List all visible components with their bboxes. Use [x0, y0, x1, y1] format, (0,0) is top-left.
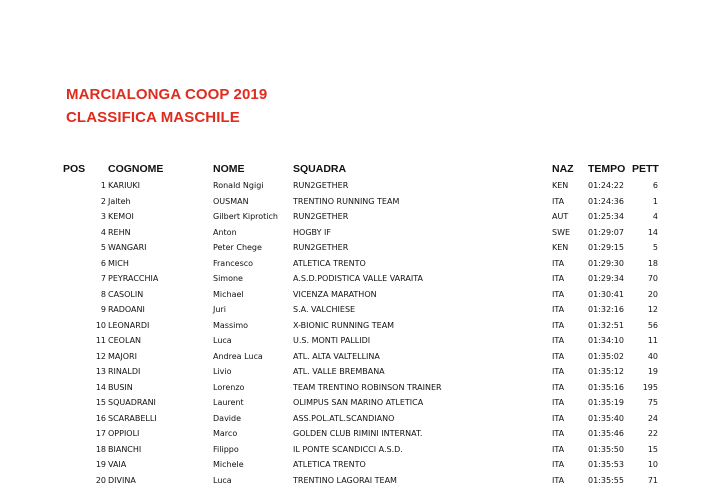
cell-tempo: 01:35:50: [588, 445, 624, 454]
cell-cognome: OPPIOLI: [108, 429, 139, 438]
cell-cognome: RADOANI: [108, 305, 145, 314]
cell-naz: ITA: [552, 274, 564, 283]
cell-squadra: IL PONTE SCANDICCI A.S.D.: [293, 445, 403, 454]
cell-naz: ITA: [552, 367, 564, 376]
cell-pett: 11: [648, 336, 658, 345]
cell-cognome: BIANCHI: [108, 445, 141, 454]
header-nome: NOME: [213, 163, 245, 175]
cell-squadra: RUN2GETHER: [293, 212, 348, 221]
cell-pos: 1: [101, 181, 106, 190]
cell-naz: ITA: [552, 336, 564, 345]
cell-pos: 6: [101, 259, 106, 268]
table-row: [0, 334, 724, 350]
title-ranking: CLASSIFICA MASCHILE: [66, 109, 240, 126]
cell-nome: Davide: [213, 414, 241, 423]
cell-tempo: 01:35:02: [588, 352, 624, 361]
cell-cognome: RINALDI: [108, 367, 140, 376]
cell-naz: ITA: [552, 460, 564, 469]
cell-tempo: 01:35:16: [588, 383, 624, 392]
cell-tempo: 01:35:40: [588, 414, 624, 423]
cell-squadra: RUN2GETHER: [293, 243, 348, 252]
cell-nome: Luca: [213, 476, 232, 485]
cell-pett: 40: [648, 352, 658, 361]
cell-cognome: MICH: [108, 259, 129, 268]
cell-tempo: 01:35:19: [588, 398, 624, 407]
cell-pett: 71: [648, 476, 658, 485]
cell-pett: 6: [653, 181, 658, 190]
cell-tempo: 01:29:07: [588, 228, 624, 237]
cell-squadra: HOGBY IF: [293, 228, 331, 237]
cell-pett: 10: [648, 460, 658, 469]
cell-squadra: ATL. VALLE BREMBANA: [293, 367, 385, 376]
header-cognome: COGNOME: [108, 163, 163, 175]
cell-pos: 11: [96, 336, 106, 345]
cell-pos: 14: [96, 383, 106, 392]
cell-tempo: 01:29:15: [588, 243, 624, 252]
cell-tempo: 01:32:16: [588, 305, 624, 314]
table-row: [0, 319, 724, 335]
cell-pett: 18: [648, 259, 658, 268]
cell-squadra: TRENTINO LAGORAI TEAM: [293, 476, 397, 485]
cell-nome: Andrea Luca: [213, 352, 263, 361]
cell-nome: Gilbert Kiprotich: [213, 212, 278, 221]
cell-pett: 15: [648, 445, 658, 454]
cell-cognome: MAJORI: [108, 352, 137, 361]
cell-squadra: X-BIONIC RUNNING TEAM: [293, 321, 394, 330]
title-event: MARCIALONGA COOP 2019: [66, 86, 267, 103]
table-row: [0, 288, 724, 304]
cell-cognome: CASOLIN: [108, 290, 143, 299]
cell-pos: 15: [96, 398, 106, 407]
cell-squadra: U.S. MONTI PALLIDI: [293, 336, 370, 345]
cell-cognome: DIVINA: [108, 476, 136, 485]
cell-naz: SWE: [552, 228, 570, 237]
table-row: [0, 272, 724, 288]
cell-cognome: REHN: [108, 228, 131, 237]
cell-tempo: 01:30:41: [588, 290, 624, 299]
table-row: [0, 458, 724, 474]
cell-pos: 4: [101, 228, 106, 237]
cell-cognome: BUSIN: [108, 383, 133, 392]
cell-nome: Marco: [213, 429, 237, 438]
cell-cognome: KEMOI: [108, 212, 134, 221]
cell-tempo: 01:24:22: [588, 181, 624, 190]
cell-pett: 4: [653, 212, 658, 221]
cell-cognome: WANGARI: [108, 243, 147, 252]
cell-squadra: OLIMPUS SAN MARINO ATLETICA: [293, 398, 423, 407]
table-row: [0, 350, 724, 366]
cell-pos: 17: [96, 429, 106, 438]
cell-naz: ITA: [552, 445, 564, 454]
table-row: [0, 257, 724, 273]
cell-cognome: SQUADRANI: [108, 398, 156, 407]
header-pett: PETT: [632, 163, 659, 175]
cell-tempo: 01:35:12: [588, 367, 624, 376]
cell-squadra: ATLETICA TRENTO: [293, 259, 366, 268]
cell-pett: 5: [653, 243, 658, 252]
cell-tempo: 01:24:36: [588, 197, 624, 206]
cell-pos: 19: [96, 460, 106, 469]
table-row: [0, 303, 724, 319]
cell-nome: Francesco: [213, 259, 253, 268]
cell-squadra: GOLDEN CLUB RIMINI INTERNAT.: [293, 429, 422, 438]
cell-pos: 3: [101, 212, 106, 221]
cell-nome: Michael: [213, 290, 244, 299]
cell-tempo: 01:35:46: [588, 429, 624, 438]
table-row: [0, 381, 724, 397]
cell-naz: ITA: [552, 352, 564, 361]
cell-squadra: ASS.POL.ATL.SCANDIANO: [293, 414, 394, 423]
cell-tempo: 01:25:34: [588, 212, 624, 221]
cell-nome: Michele: [213, 460, 244, 469]
cell-cognome: SCARABELLI: [108, 414, 157, 423]
cell-tempo: 01:32:51: [588, 321, 624, 330]
header-tempo: TEMPO: [588, 163, 625, 175]
cell-nome: OUSMAN: [213, 197, 249, 206]
table-row: [0, 412, 724, 428]
cell-pos: 5: [101, 243, 106, 252]
cell-naz: ITA: [552, 197, 564, 206]
cell-pos: 20: [96, 476, 106, 485]
table-row: [0, 474, 724, 489]
cell-pos: 10: [96, 321, 106, 330]
table-row: [0, 365, 724, 381]
cell-squadra: RUN2GETHER: [293, 181, 348, 190]
cell-nome: Anton: [213, 228, 237, 237]
cell-pett: 14: [648, 228, 658, 237]
results-table: [0, 179, 724, 489]
cell-naz: ITA: [552, 429, 564, 438]
cell-naz: ITA: [552, 476, 564, 485]
table-row: [0, 210, 724, 226]
cell-nome: Filippo: [213, 445, 239, 454]
cell-nome: Ronald Ngigi: [213, 181, 264, 190]
cell-nome: Laurent: [213, 398, 244, 407]
cell-tempo: 01:35:55: [588, 476, 624, 485]
cell-nome: Massimo: [213, 321, 248, 330]
cell-pos: 16: [96, 414, 106, 423]
cell-nome: Luca: [213, 336, 232, 345]
cell-nome: Livio: [213, 367, 232, 376]
cell-pett: 70: [648, 274, 658, 283]
cell-pett: 1: [653, 197, 658, 206]
cell-pett: 56: [648, 321, 658, 330]
cell-squadra: TRENTINO RUNNING TEAM: [293, 197, 399, 206]
cell-squadra: VICENZA MARATHON: [293, 290, 377, 299]
header-pos: POS: [63, 163, 85, 175]
cell-nome: Simone: [213, 274, 243, 283]
cell-pett: 19: [648, 367, 658, 376]
table-row: [0, 226, 724, 242]
cell-nome: Peter Chege: [213, 243, 262, 252]
cell-pett: 12: [648, 305, 658, 314]
cell-naz: ITA: [552, 398, 564, 407]
cell-nome: Lorenzo: [213, 383, 244, 392]
header-squadra: SQUADRA: [293, 163, 346, 175]
cell-pett: 20: [648, 290, 658, 299]
cell-pos: 7: [101, 274, 106, 283]
cell-naz: ITA: [552, 383, 564, 392]
header-naz: NAZ: [552, 163, 574, 175]
cell-naz: ITA: [552, 305, 564, 314]
cell-tempo: 01:29:30: [588, 259, 624, 268]
cell-squadra: TEAM TRENTINO ROBINSON TRAINER: [293, 383, 442, 392]
cell-tempo: 01:29:34: [588, 274, 624, 283]
cell-pos: 8: [101, 290, 106, 299]
cell-pos: 9: [101, 305, 106, 314]
cell-tempo: 01:35:53: [588, 460, 624, 469]
cell-cognome: VAIA: [108, 460, 126, 469]
cell-squadra: A.S.D.PODISTICA VALLE VARAITA: [293, 274, 423, 283]
table-row: [0, 396, 724, 412]
cell-pos: 12: [96, 352, 106, 361]
cell-cognome: CEOLAN: [108, 336, 141, 345]
cell-cognome: PEYRACCHIA: [108, 274, 158, 283]
cell-pett: 195: [643, 383, 658, 392]
cell-pett: 24: [648, 414, 658, 423]
table-row: [0, 427, 724, 443]
cell-cognome: Jalteh: [108, 197, 131, 206]
cell-naz: KEN: [552, 181, 568, 190]
cell-squadra: S.A. VALCHIESE: [293, 305, 355, 314]
cell-naz: ITA: [552, 290, 564, 299]
cell-pett: 75: [648, 398, 658, 407]
table-row: [0, 443, 724, 459]
table-row: [0, 179, 724, 195]
cell-nome: Juri: [213, 305, 226, 314]
cell-naz: ITA: [552, 321, 564, 330]
cell-naz: ITA: [552, 259, 564, 268]
table-row: [0, 241, 724, 257]
cell-pos: 13: [96, 367, 106, 376]
table-row: [0, 195, 724, 211]
cell-cognome: KARIUKI: [108, 181, 140, 190]
cell-tempo: 01:34:10: [588, 336, 624, 345]
cell-pett: 22: [648, 429, 658, 438]
cell-pos: 18: [96, 445, 106, 454]
cell-squadra: ATLETICA TRENTO: [293, 460, 366, 469]
cell-naz: AUT: [552, 212, 568, 221]
cell-naz: KEN: [552, 243, 568, 252]
cell-squadra: ATL. ALTA VALTELLINA: [293, 352, 380, 361]
cell-cognome: LEONARDI: [108, 321, 149, 330]
cell-pos: 2: [101, 197, 106, 206]
cell-naz: ITA: [552, 414, 564, 423]
